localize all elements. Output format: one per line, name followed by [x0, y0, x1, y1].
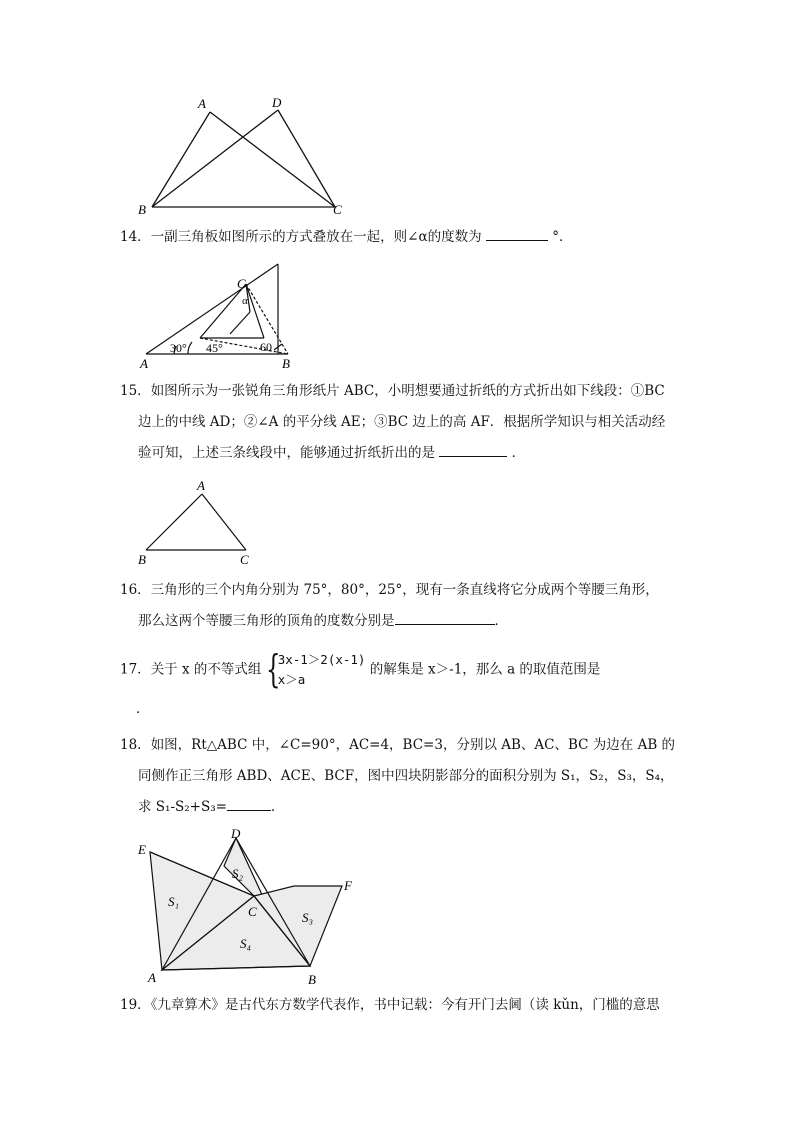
figure-q15 [136, 476, 266, 572]
question-line-3: 验可知，上述三条线段中，能够通过折纸折出的是 [138, 445, 435, 461]
brace-icon: { [265, 647, 281, 691]
answer-blank[interactable] [227, 796, 271, 811]
label-A: A [140, 356, 148, 371]
region-S2: S₂ [232, 866, 244, 881]
angle-30: 30° [170, 341, 187, 355]
label-A: A [198, 96, 206, 111]
label-A: A [197, 478, 205, 493]
label-A: A [148, 970, 156, 985]
label-B: B [138, 202, 146, 217]
figure-q14 [138, 260, 298, 370]
question-number: 19． [120, 997, 151, 1013]
label-C: C [333, 202, 342, 217]
label-alpha: α [242, 295, 248, 307]
inequality-system [265, 647, 366, 691]
question-17 [120, 647, 690, 725]
question-number: 18． [120, 737, 151, 753]
label-C: C [248, 904, 257, 919]
question-line-2: 边上的中线 AD；②∠A 的平分线 AE；③BC 边上的高 AF．根据所学知识与相关活动经 [138, 414, 666, 430]
question-line-1: 《九章算术》是古代东方数学代表作，书中记载：今有开门去阃（读 kǔn，门槛的意思 [150, 997, 660, 1013]
answer-blank[interactable] [486, 226, 548, 241]
question-tail: ． [270, 799, 285, 815]
inequality-1: 3x-1＞2(x-1) [277, 652, 366, 667]
label-E: E [138, 842, 146, 857]
region-S4: S₄ [240, 936, 252, 951]
figure-q13 [130, 92, 360, 222]
question-number: 17． [120, 661, 151, 678]
region-S1: S₁ [168, 894, 180, 909]
question-14 [120, 222, 690, 253]
region-S3: S₃ [302, 910, 314, 925]
figure-q18 [134, 826, 364, 991]
answer-blank[interactable] [439, 442, 507, 457]
answer-blank[interactable] [395, 610, 495, 625]
label-D: D [231, 826, 241, 841]
label-C: C [237, 276, 246, 291]
question-number: 15． [120, 383, 151, 399]
label-B: B [138, 552, 146, 567]
question-16 [120, 575, 690, 637]
question-line-3: 求 S₁-S₂+S₃= [138, 799, 227, 815]
question-line-2: 那么这两个等腰三角形的顶角的度数分别是 [138, 613, 395, 629]
question-number: 16． [120, 582, 151, 598]
question-line-2: 同侧作正三角形 ABD、ACE、BCF，图中四块阴影部分的面积分别为 S₁，S₂，S₃，S₄， [138, 768, 674, 784]
question-number: 14． [120, 229, 151, 245]
label-D: D [272, 95, 282, 110]
question-text: 一副三角板如图所示的方式叠放在一起，则∠α的度数为 [150, 229, 482, 245]
question-line-1: 如图所示为一张锐角三角形纸片 ABC，小明想要通过折纸的方式折出如下线段：①BC [150, 383, 665, 399]
question-15 [120, 376, 690, 469]
question-tail: ． [511, 445, 526, 461]
label-F: F [344, 878, 352, 893]
question-text: 关于 x 的不等式组 [150, 661, 262, 678]
question-tail: ． [136, 701, 150, 717]
label-B: B [308, 972, 316, 987]
angle-45: 45° [206, 341, 223, 355]
question-19 [120, 990, 690, 1021]
angle-60: 60 [260, 340, 272, 354]
question-tail: °． [552, 229, 573, 245]
inequality-2: x＞a [277, 672, 306, 687]
question-line-1: 如图，Rt△ABC 中，∠C=90°，AC=4，BC=3，分别以 AB、AC、BC 为边在 AB 的 [150, 737, 676, 753]
question-line-1: 三角形的三个内角分别为 75°，80°，25°，现有一条直线将它分成两个等腰三角形， [150, 582, 659, 598]
question-tail: ． [494, 613, 508, 629]
question-text-2: 的解集是 x＞-1，那么 a 的取值范围是 [369, 661, 601, 678]
question-18 [120, 730, 690, 823]
label-C: C [240, 552, 249, 567]
label-B: B [282, 356, 290, 371]
